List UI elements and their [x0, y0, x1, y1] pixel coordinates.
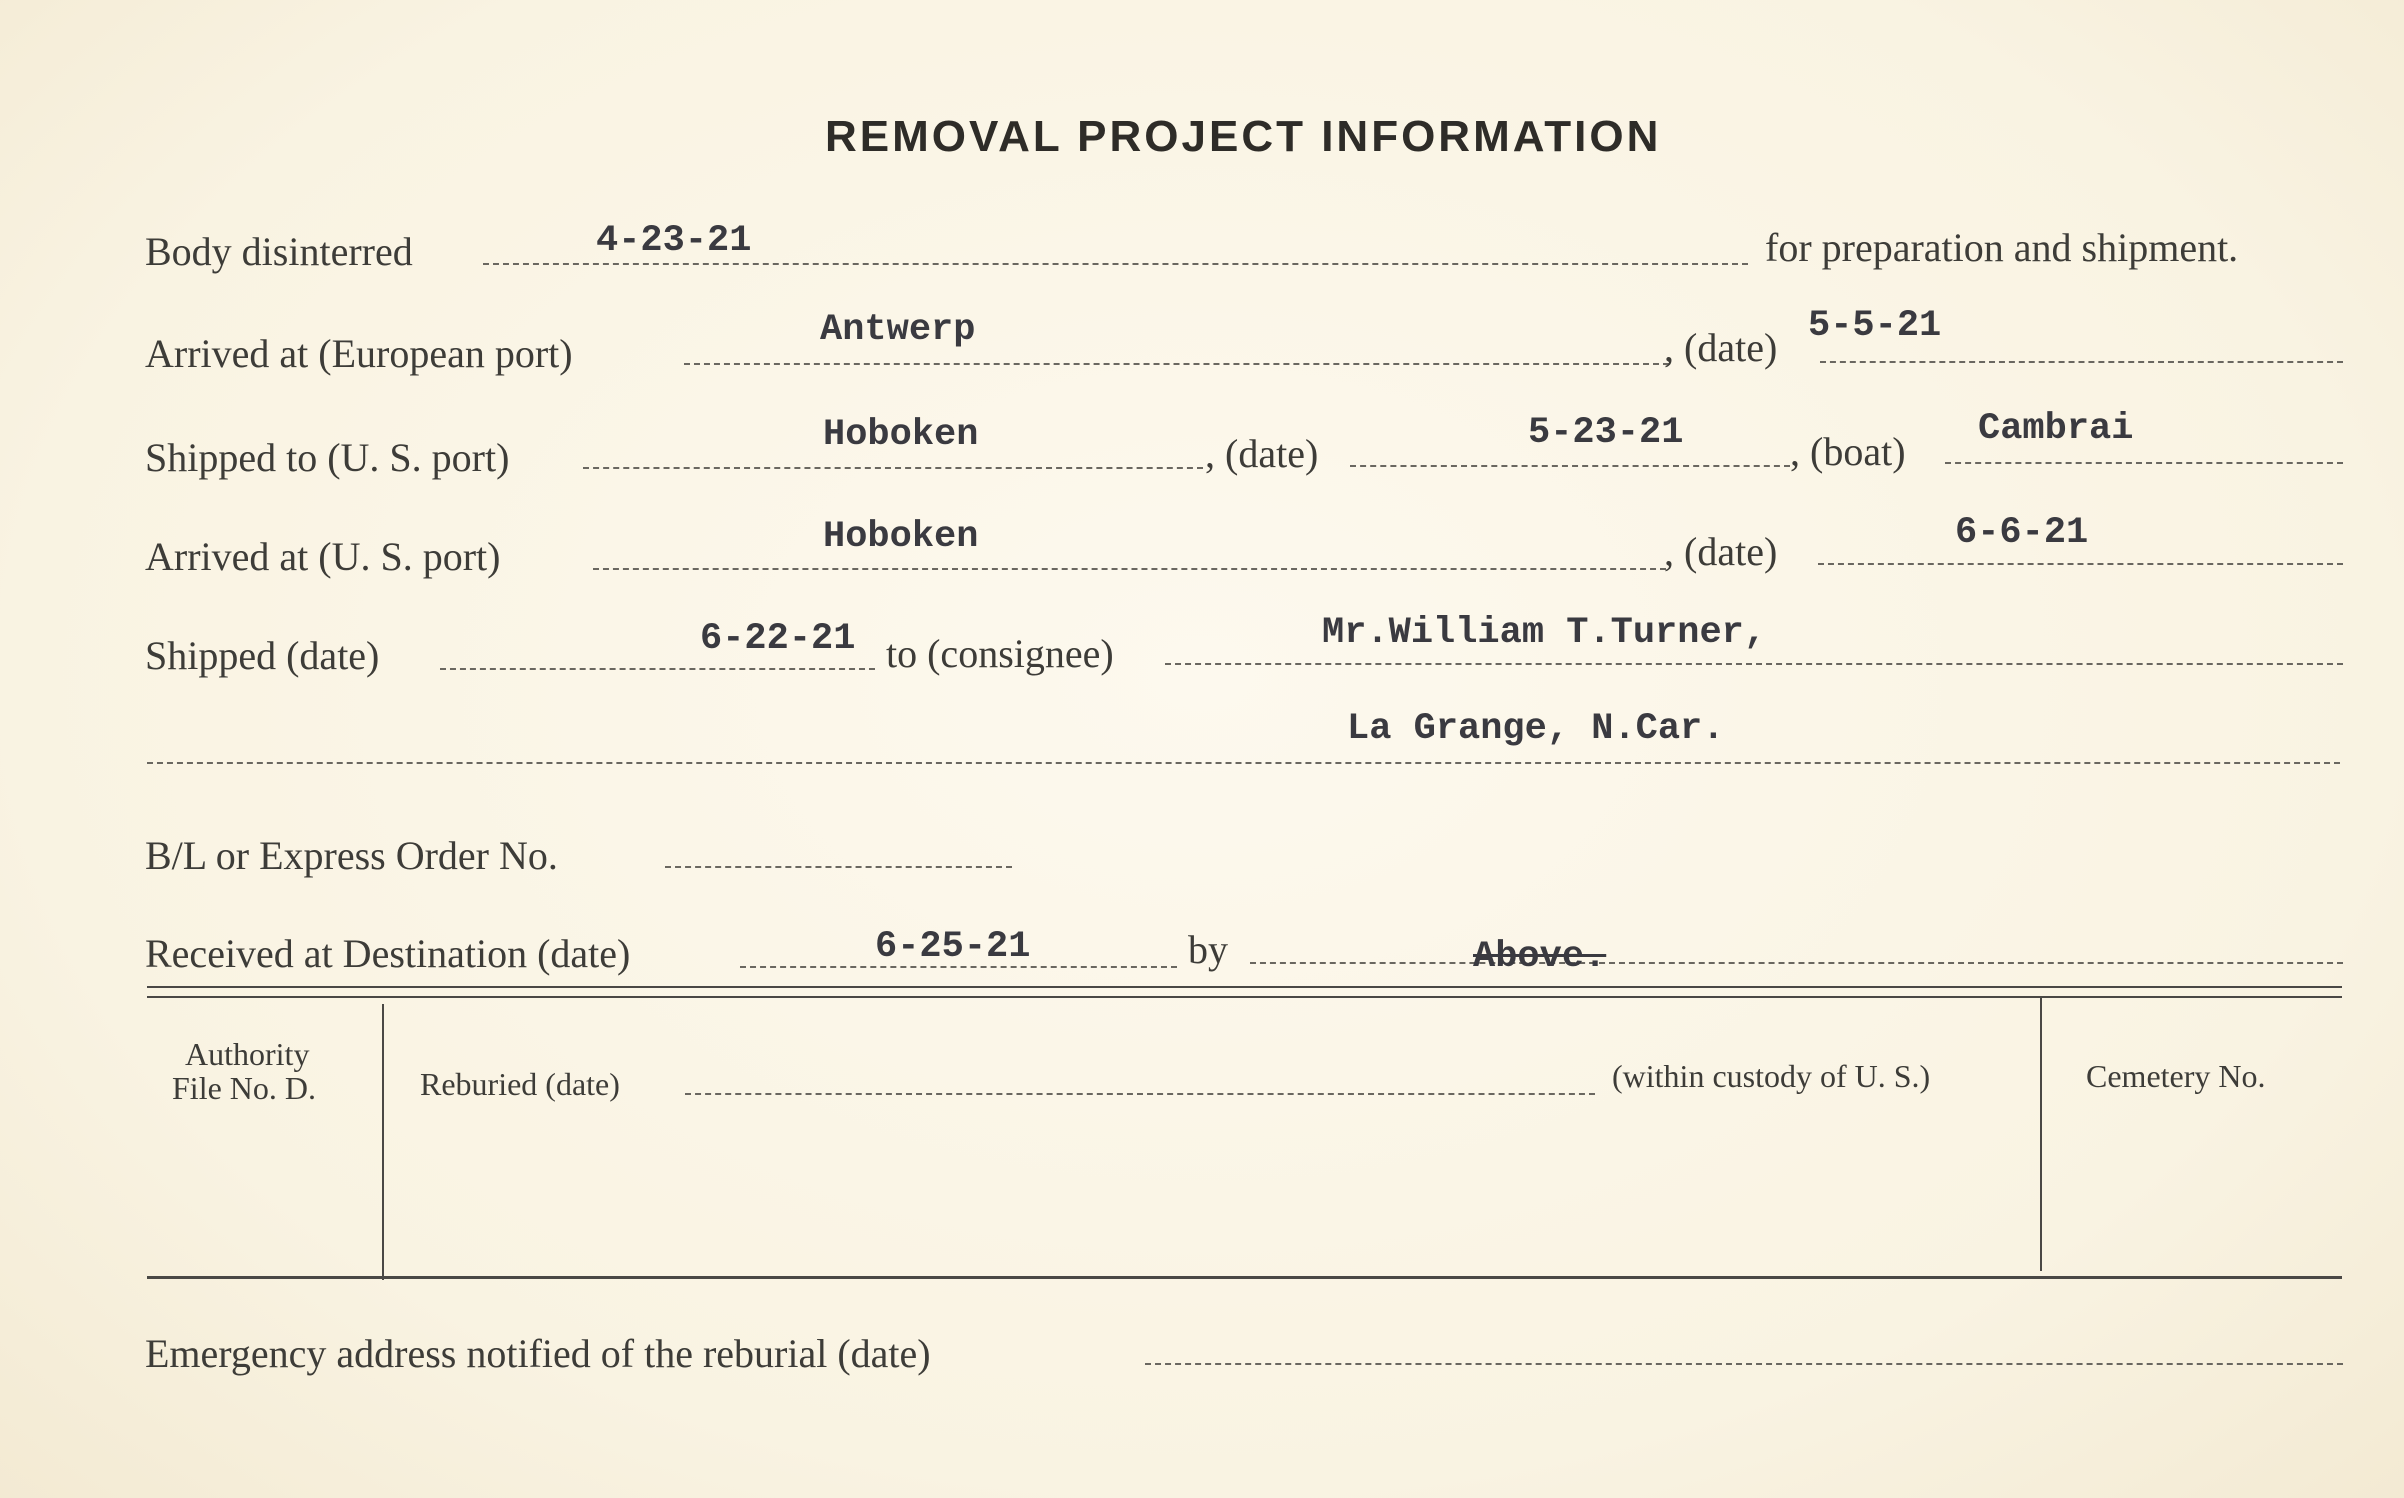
arrived-us-label: Arrived at (U. S. port)	[145, 534, 501, 579]
bl-label: B/L or Express Order No.	[145, 833, 558, 878]
card-title: REMOVAL PROJECT INFORMATION	[825, 112, 1662, 161]
received-by-value: Above.	[1473, 936, 1607, 978]
emergency-line	[1145, 1363, 2343, 1365]
authority-label-2: File No. D.	[172, 1070, 316, 1106]
shipped-line	[440, 668, 875, 670]
authority-label-1: Authority	[185, 1036, 310, 1072]
box-top-rule-1	[147, 986, 2342, 988]
shipped-us-date: 5-23-21	[1528, 412, 1684, 454]
box-bottom-rule	[147, 1276, 2342, 1279]
shipped-us-value: Hoboken	[823, 414, 979, 456]
disinterred-label: Body disinterred	[145, 229, 413, 274]
box-top-rule-2	[147, 996, 2342, 998]
arrived-us-date-label: , (date)	[1664, 529, 1778, 574]
consignee-line-2	[147, 762, 2340, 764]
received-by-label: by	[1188, 927, 1228, 972]
european-port-date-line	[1820, 361, 2343, 363]
shipped-us-boat-line	[1945, 462, 2343, 464]
european-port-date: 5-5-21	[1808, 305, 1942, 347]
european-port-value: Antwerp	[820, 309, 976, 351]
box-divider-left	[382, 1004, 384, 1280]
shipped-us-label: Shipped to (U. S. port)	[145, 435, 510, 480]
european-port-line	[684, 363, 1669, 365]
reburied-label: Reburied (date)	[420, 1066, 620, 1102]
consignee-name: Mr.William T.Turner,	[1322, 612, 1767, 654]
shipped-us-boat: Cambrai	[1978, 408, 2134, 450]
arrived-us-value: Hoboken	[823, 516, 979, 558]
consignee-label: to (consignee)	[886, 631, 1114, 676]
consignee-address: La Grange, N.Car.	[1347, 708, 1725, 750]
arrived-us-date: 6-6-21	[1955, 512, 2089, 554]
shipped-us-date-line	[1350, 465, 1790, 467]
received-label: Received at Destination (date)	[145, 931, 631, 976]
disinterred-suffix: for preparation and shipment.	[1765, 225, 2239, 270]
shipped-value: 6-22-21	[700, 618, 856, 660]
received-by-line	[1250, 962, 2343, 964]
shipped-us-line	[583, 467, 1203, 469]
custody-label: (within custody of U. S.)	[1612, 1058, 1931, 1094]
emergency-label: Emergency address notified of the reburial (date)	[145, 1331, 931, 1376]
received-value: 6-25-21	[875, 926, 1031, 968]
shipped-label: Shipped (date)	[145, 633, 380, 678]
consignee-line	[1165, 663, 2343, 665]
reburied-line	[685, 1093, 1595, 1095]
arrived-us-line	[593, 568, 1666, 570]
shipped-us-boat-label: , (boat)	[1790, 429, 1906, 474]
cemetery-label: Cemetery No.	[2086, 1058, 2266, 1094]
bl-line	[665, 866, 1012, 868]
disinterred-line	[483, 263, 1748, 265]
arrived-us-date-line	[1818, 563, 2343, 565]
box-divider-right	[2040, 996, 2042, 1271]
european-port-label: Arrived at (European port)	[145, 331, 573, 376]
european-port-date-label: , (date)	[1664, 325, 1778, 370]
shipped-us-date-label: , (date)	[1205, 431, 1319, 476]
disinterred-value: 4-23-21	[596, 220, 752, 262]
